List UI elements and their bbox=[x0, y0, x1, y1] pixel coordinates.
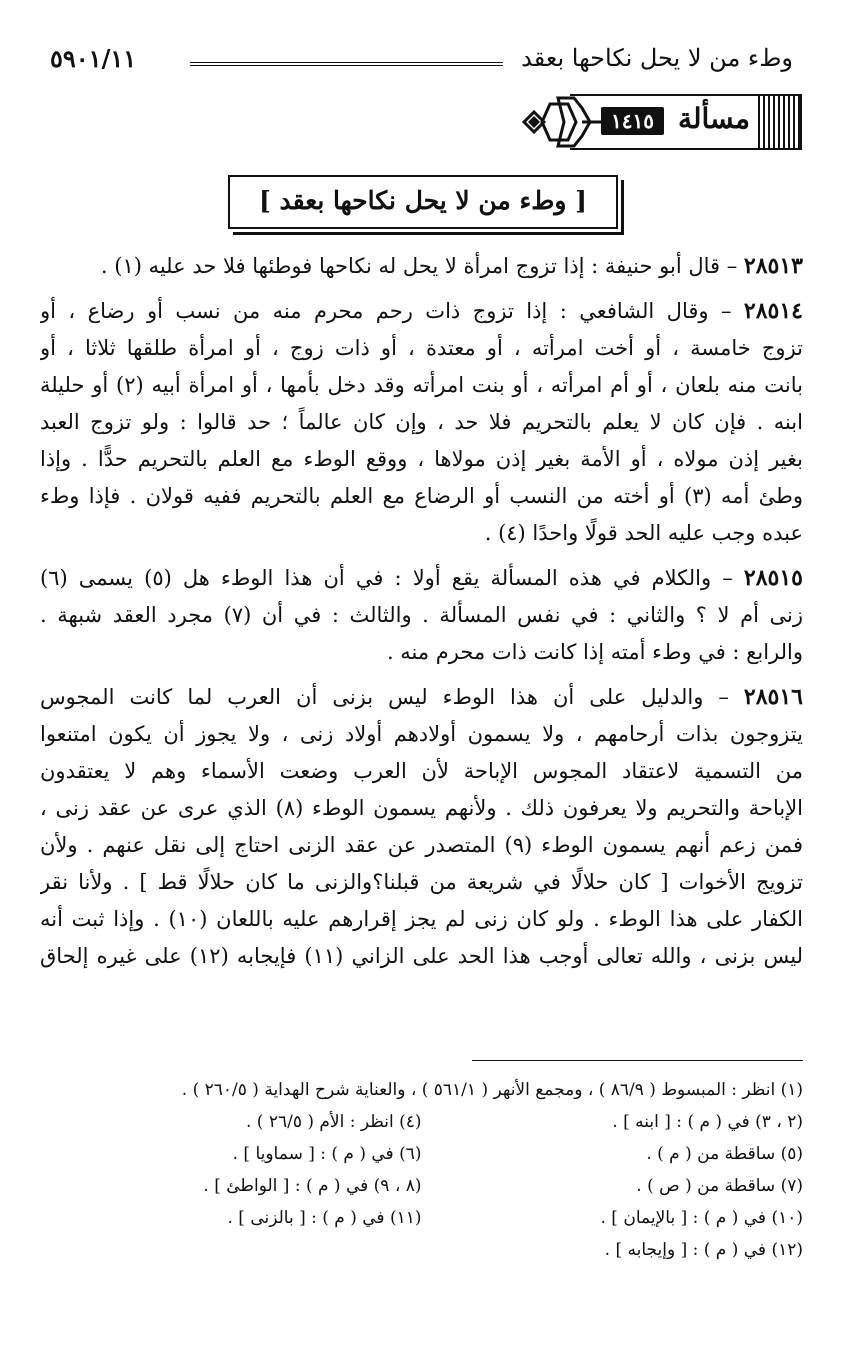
paragraph bbox=[40, 679, 803, 975]
text-line: يتزوجون بذات أرحامهم ، ولا يسمون أولادهم أولاد زنى ، ولا يجوز أن يكون امتنعوا bbox=[40, 722, 803, 746]
running-header-title: وطء من لا يحل نكاحها بعقد bbox=[521, 44, 793, 72]
text-line: ٢٨٥١٥ – والكلام في هذه المسألة يقع أولا : في أن هذا الوطء هل (٥) يسمى (٦) bbox=[40, 565, 803, 591]
paragraph-number: ٢٨٥١٤ bbox=[743, 298, 803, 324]
footnote: (٦) في ( م ) : [ سماويا ] . bbox=[232, 1144, 422, 1164]
line-text: والدليل على أن هذا الوطء ليس بزنى أن العرب لما كانت المجوس bbox=[40, 685, 704, 709]
text-line: والرابع : في وطء أمته إذا كانت ذات محرم منه . bbox=[386, 640, 803, 664]
footnote: (٥) ساقطة من ( م ) . bbox=[646, 1144, 803, 1164]
text-line: ٢٨٥١٣ – قال أبو حنيفة : إذا تزوج امرأة لا يحل له نكاحها فوطئها فلا حد عليه (١) . bbox=[100, 253, 803, 279]
footnote: (٢ ، ٣) في ( م ) : [ ابنه ] . bbox=[612, 1112, 803, 1132]
text-line: تزوج خامسة ، أو أخت امرأته ، أو معتدة ، أو ذات زوج ، أو امرأة طلقها ثلاثا ، أو bbox=[40, 336, 803, 360]
footnote: (٧) ساقطة من ( ص ) . bbox=[636, 1176, 803, 1196]
paragraph-number: ٢٨٥١٣ bbox=[743, 253, 803, 279]
text-line: الإباحة والتحريم ولا يعرفون ذلك . ولأنهم يسمون الوطء (٨) الذي عرى عن عقد زنى ، bbox=[40, 796, 803, 820]
footnote-row bbox=[40, 1170, 803, 1202]
banner-hatch-ornament bbox=[758, 96, 800, 148]
main-text bbox=[40, 248, 803, 983]
footnote: (٤) انظر : الأم ( ٢٦/٥ ) . bbox=[246, 1112, 422, 1132]
header-rule bbox=[190, 62, 503, 66]
paragraph bbox=[40, 560, 803, 671]
paragraph-number: ٢٨٥١٥ bbox=[743, 565, 803, 591]
footnote-row bbox=[40, 1138, 803, 1170]
section-title-box bbox=[228, 175, 618, 229]
line-text: والكلام في هذه المسألة يقع أولا : في أن هذا الوطء هل (٥) يسمى (٦) bbox=[40, 566, 712, 590]
issue-number: ١٤١٥ bbox=[601, 107, 664, 135]
footnote: (١١) في ( م ) : [ بالزنى ] . bbox=[227, 1208, 422, 1228]
footnote-row bbox=[40, 1106, 803, 1138]
text-line: الكفار على هذا الوطء . ولو كان زنى لم يجز إقرارهم عليه باللعان (١٠) . وإذا ثبت أنه bbox=[40, 907, 803, 931]
line-text: قال أبو حنيفة : إذا تزوج امرأة لا يحل له نكاحها فوطئها فلا حد عليه (١) . bbox=[100, 254, 721, 278]
running-header bbox=[40, 40, 803, 80]
issue-label: مسألة bbox=[677, 102, 750, 135]
text-line: عبده وجب عليه الحد قولًا واحدًا (٤) . bbox=[484, 521, 803, 545]
section-title: [ وطء من لا يحل نكاحها بعقد ] bbox=[258, 186, 587, 215]
paragraph bbox=[40, 248, 803, 285]
text-line: ٢٨٥١٦ – والدليل على أن هذا الوطء ليس بزنى أن العرب لما كانت المجوس bbox=[40, 684, 803, 710]
text-line: ليس بزنى ، والله تعالى أوجب هذا الحد على الزاني (١١) فإيجابه (١٢) على غيره إلحاق bbox=[40, 944, 803, 968]
paragraph-number: ٢٨٥١٦ bbox=[743, 684, 803, 710]
knot-ornament-icon bbox=[520, 94, 612, 150]
footnotes bbox=[40, 1074, 803, 1266]
text-line: فمن زعم أنهم يسمون الوطء (٩) المتصدر عن عقد الزنى احتاج إلى نقل عنهم . ولأن bbox=[40, 833, 803, 857]
footnote: (١٠) في ( م ) : [ بالإيمان ] . bbox=[600, 1208, 803, 1228]
text-line: بانت منه بلعان ، أو أم امرأته ، أو بنت امرأته وقد دخل بأمها ، أو امرأة أبيه (٢) أو حليلة bbox=[40, 373, 803, 397]
footnote bbox=[40, 1234, 422, 1266]
page-reference: ٥٩٠١/١١ bbox=[50, 44, 137, 73]
footnote: (١٢) في ( م ) : [ وإيجابه ] . bbox=[604, 1240, 803, 1260]
text-line: زنى أم لا ؟ والثاني : في نفس المسألة . والثالث : في أن (٧) مجرد العقد شبهة . bbox=[40, 603, 803, 627]
footnote-row bbox=[40, 1074, 803, 1106]
text-line: ٢٨٥١٤ – وقال الشافعي : إذا تزوج ذات رحم محرم منه من نسب أو رضاع ، أو bbox=[40, 298, 803, 324]
text-line: وطئ أمه (٣) أو أخته من النسب أو الرضاع مع العلم بالتحريم ففيه قولان . فإذا وطء bbox=[40, 484, 803, 508]
text-line: بغير إذن مولاه ، أو الأمة بغير إذن مولاها ، ووقع الوطء مع العلم بالتحريم حدًّا . وإذا bbox=[40, 447, 803, 471]
footnote: (٨ ، ٩) في ( م ) : [ الواطئ ] . bbox=[203, 1176, 422, 1196]
footnote-row bbox=[40, 1202, 803, 1234]
line-text: وقال الشافعي : إذا تزوج ذات رحم محرم منه من نسب أو رضاع ، أو bbox=[40, 299, 709, 323]
text-line: تزويج الأخوات [ كان حلالًا في شريعة من قبلنا؟والزنى ما كان حلالًا قط ] . ولأنا نقر bbox=[40, 870, 803, 894]
text-line: ابنه . فإن كان لا يعلم بالتحريم فلا حد ، وإن كان عالماً ؛ حد قالوا : ولو تزوج العبد bbox=[40, 410, 803, 434]
footnote-row bbox=[40, 1234, 803, 1266]
text-line: من التسمية لاعتقاد المجوس الإباحة لأن العرب وضعت الأسماء وهم لا يعتقدون bbox=[40, 759, 803, 783]
issue-banner bbox=[520, 94, 802, 152]
paragraph bbox=[40, 293, 803, 552]
footnote: (١) انظر : المبسوط ( ٨٦/٩ ) ، ومجمع الأنهر ( ٥٦١/١ ) ، والعناية شرح الهداية ( ٢٦٠/٥ ) . bbox=[181, 1080, 803, 1100]
footnote-separator bbox=[472, 1060, 803, 1061]
